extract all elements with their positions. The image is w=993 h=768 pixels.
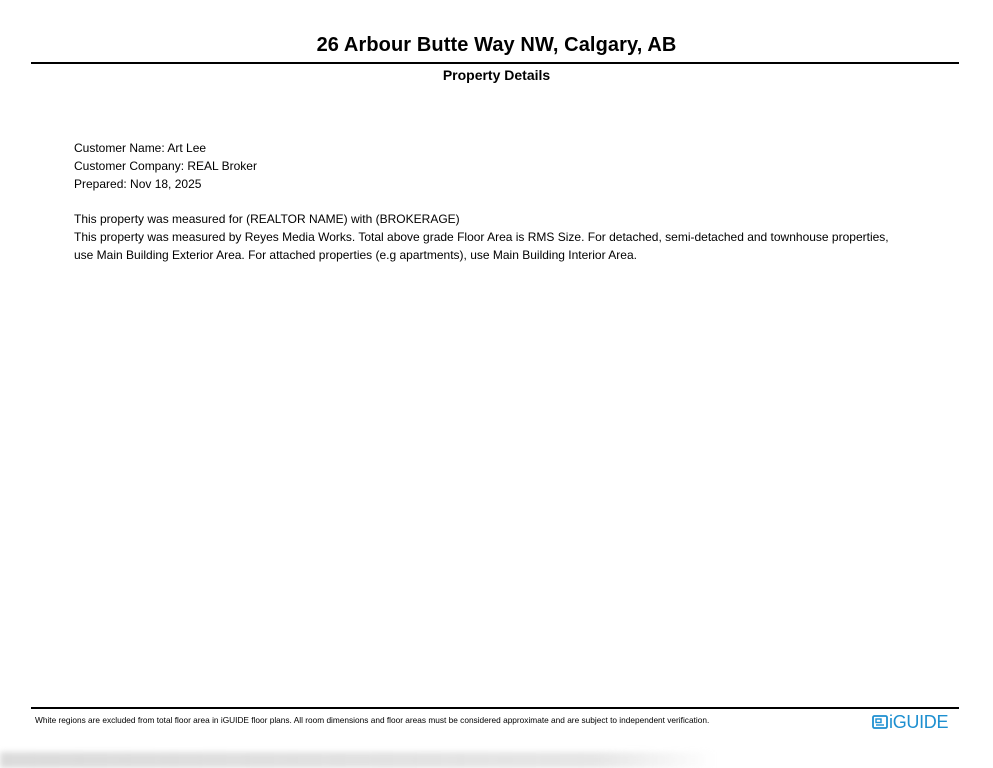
prepared-date: Prepared: Nov 18, 2025 [74,177,202,191]
measured-for-note: This property was measured for (REALTOR NAME) with (BROKERAGE) [74,212,460,226]
measured-by-note: This property was measured by Reyes Media Works. Total above grade Floor Area is RMS Size. For detached, semi-detached and townhouse properties, use Main Building Exterior Area. For attached properties (e.g apartments), use Main Building Interior Area. [74,230,889,262]
page-bottom-shadow [0,752,993,768]
customer-info [74,139,257,193]
iguide-logo-icon [872,714,888,730]
footer-disclaimer: White regions are excluded from total floor area in iGUIDE floor plans. All room dimensions and floor areas must be considered approximate and are subject to independent verification. [35,715,710,725]
iguide-logo [872,711,948,733]
footer-divider [31,707,959,709]
customer-name: Customer Name: Art Lee [74,141,207,155]
logo-text: iGUIDE [889,711,949,732]
measurement-notes [74,210,894,264]
customer-company: Customer Company: REAL Broker [74,159,257,173]
header-divider [31,62,959,64]
page-subtitle: Property Details [442,67,551,83]
page-title: 26 Arbour Butte Way NW, Calgary, AB [316,34,677,56]
